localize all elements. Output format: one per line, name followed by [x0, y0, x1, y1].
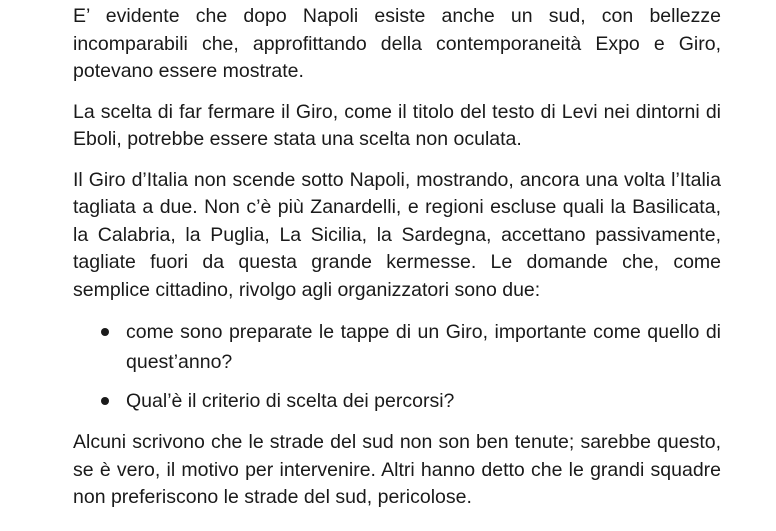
- list-item-text: come sono preparate le tappe di un Giro, importante come quello di quest’anno?: [126, 321, 721, 373]
- list-item-text: Qual’è il criterio di scelta dei percorsi?: [126, 390, 455, 412]
- paragraph-eboli: La scelta di far fermare il Giro, come il titolo del testo di Levi nei dintorni di Eboli, potrebbe essere stata una scelta non oculata.: [73, 100, 721, 150]
- paragraph-expo-giro: E’ evidente che dopo Napoli esiste anche un sud, con bellezze incomparabili che, approfittando della contemporaneità Expo e Giro, potevano essere mostrate.: [73, 5, 721, 82]
- questions-list: [73, 317, 721, 416]
- bullet-icon: [101, 397, 109, 405]
- list-item: [73, 317, 721, 377]
- document-body: [73, 3, 721, 525]
- paragraph-strade-sud: Alcuni scrivono che le strade del sud non son ben tenute; sarebbe questo, se è vero, il motivo per intervenire. Altri hanno detto che le grandi squadre non preferiscono le strade del sud, pericolose.: [73, 431, 721, 508]
- bullet-icon: [101, 328, 109, 336]
- list-item: [73, 386, 721, 416]
- paragraph-giro-italia: Il Giro d’Italia non scende sotto Napoli, mostrando, ancora una volta l’Italia tagliata a due. Non c’è più Zanardelli, e regioni escluse quali la Basilicata, la Calabria, la Puglia, La Sicilia, la Sardegna, accettano passivamente, tagliate fuori da questa grande kermesse. Le domande che, come semplice cittadino, rivolgo agli organizzatori sono due:: [73, 168, 721, 301]
